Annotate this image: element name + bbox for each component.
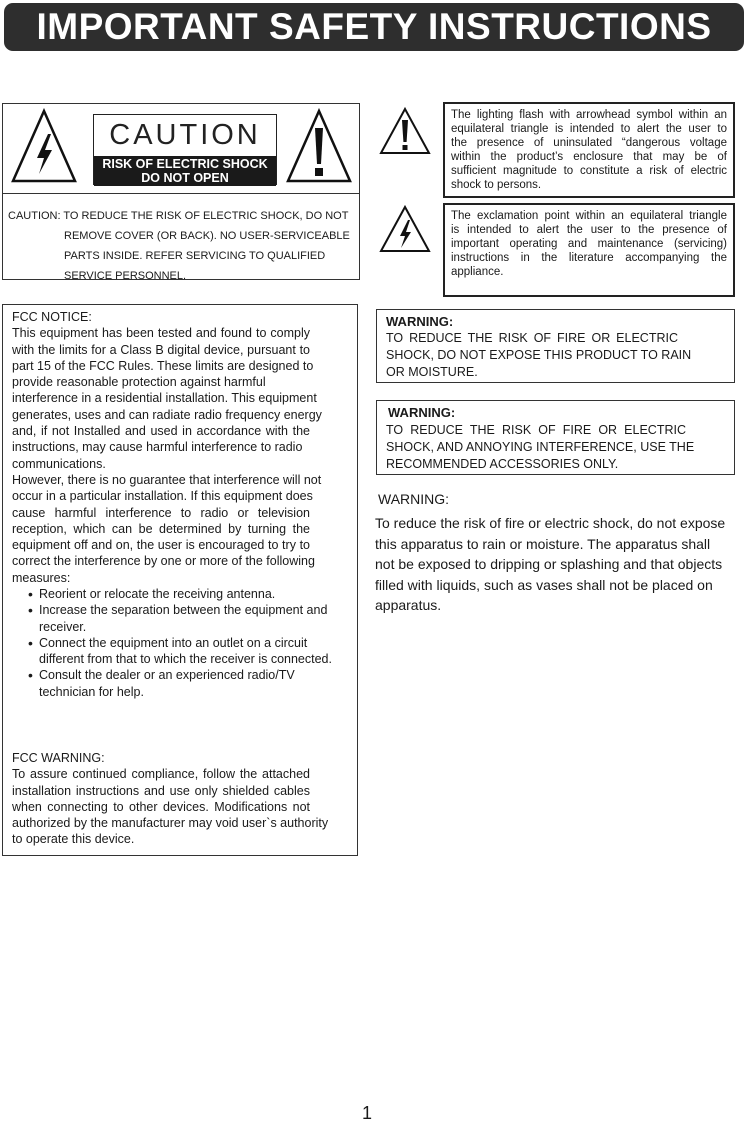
text-line: generates, uses and can radiate radio frequency energy — [12, 407, 322, 422]
list-item-continuation: different from that to which the receiver is connected. — [39, 652, 332, 667]
text-line: The exclamation point within an equilateral triangle — [451, 210, 727, 222]
text-line: authorized by the manufacturer may void user`s authority — [12, 816, 329, 831]
text-line: RECOMMENDED ACCESSORIES ONLY. — [386, 457, 619, 472]
text-line: This equipment has been tested and found to comply — [12, 326, 310, 341]
text-line: when connecting to other devices. Modifications not — [12, 799, 310, 814]
warning-heading: WARNING: — [388, 405, 456, 420]
text-line: correct the interference by one or more of the following — [12, 554, 315, 569]
text-line: equilateral triangle is intended to alert the user to — [451, 123, 727, 135]
lightning-triangle-icon — [378, 204, 432, 254]
text-line: apparatus. — [375, 597, 442, 614]
exclamation-triangle-icon — [285, 108, 353, 184]
list-item: • Reorient or relocate the receiving antenna. — [28, 586, 328, 602]
text-line: within the product’s enclosure that may be of — [451, 151, 727, 163]
text-line: provide reasonable protection against harmful — [12, 375, 266, 390]
caution-text — [8, 206, 350, 286]
text-line: is intended to alert the user to the presence of — [451, 224, 727, 236]
fcc-measures-list — [28, 586, 332, 700]
text-line: and, if not Installed and used in accordance with the — [12, 424, 310, 439]
text-line: occur in a particular installation. If this equipment does — [12, 489, 313, 504]
caution-band-line: RISK OF ELECTRIC SHOCK — [102, 157, 268, 171]
text-line: REMOVE COVER (OR BACK). NO USER-SERVICEABLE — [64, 230, 350, 242]
text-line: reception, which can be determined by turning the — [12, 521, 310, 536]
text-line: instructions, may cause harmful interference to radio — [12, 440, 303, 455]
caution-sign — [93, 114, 277, 185]
text-line: equipment off and on, the user is encouraged to try to — [12, 538, 310, 553]
text-line: To reduce the risk of fire or electric shock, do not expose — [375, 515, 726, 531]
text-line: SERVICE PERSONNEL. — [64, 270, 187, 282]
text-line: The lighting flash with arrowhead symbol within an — [451, 109, 727, 121]
symbol-explanation — [443, 102, 735, 198]
text-line: installation instructions and use only shielded cables — [12, 783, 310, 798]
text-line: SHOCK, AND ANNOYING INTERFERENCE, USE THE — [386, 440, 695, 455]
warning-text — [375, 513, 748, 616]
fcc-warning — [12, 750, 329, 848]
list-item-continuation: technician for help. — [39, 684, 144, 699]
caution-label: CAUTION — [109, 119, 261, 151]
warning-heading: WARNING: — [386, 314, 454, 329]
list-item: • Connect the equipment into an outlet on a circuit — [28, 635, 328, 651]
text-line: PARTS INSIDE. REFER SERVICING TO QUALIFIED — [64, 250, 326, 262]
text-line: the presence of uninsulated “dangerous voltage — [451, 137, 727, 149]
symbol-explanation — [443, 203, 735, 297]
fcc-warning-heading: FCC WARNING: — [12, 751, 105, 765]
text-line: SHOCK, DO NOT EXPOSE THIS PRODUCT TO RAIN — [386, 348, 692, 363]
text-line: OR MOISTURE. — [386, 365, 478, 380]
list-item-continuation: receiver. — [39, 619, 87, 634]
text-line: to operate this device. — [12, 832, 135, 847]
text-line: appliance. — [451, 266, 504, 278]
caution-divider — [2, 193, 360, 194]
warning-text — [386, 330, 692, 382]
text-line: this apparatus to rain or moisture. The apparatus shall — [375, 535, 711, 552]
page-number: 1 — [362, 1103, 373, 1123]
text-line: To assure continued compliance, follow the attached — [12, 767, 310, 782]
text-line: instructions in the literature accompanying the — [451, 252, 727, 264]
caution-band-line: DO NOT OPEN — [141, 171, 229, 185]
lightning-triangle-icon — [10, 108, 78, 184]
text-line: TO REDUCE THE RISK OF FIRE OR ELECTRIC — [386, 423, 686, 437]
text-line: sufficient magnitude to constitute a risk of electric — [451, 165, 727, 177]
text-line: part 15 of the FCC Rules. These limits are designed to — [12, 358, 314, 373]
warning-text — [386, 422, 695, 474]
text-line: filled with liquids, such as vases shall not be placed on — [375, 576, 713, 593]
text-line: TO REDUCE THE RISK OF FIRE OR ELECTRIC — [386, 331, 678, 345]
exclamation-triangle-icon — [378, 106, 432, 156]
text-line: measures: — [12, 570, 71, 585]
text-line: with the limits for a Class B digital device, pursuant to — [12, 342, 310, 357]
list-item: • Consult the dealer or an experienced radio/TV — [28, 667, 328, 683]
text-line: CAUTION: TO REDUCE THE RISK OF ELECTRIC SHOCK, DO NOT — [8, 210, 349, 222]
warning-heading: WARNING: — [378, 491, 450, 507]
text-line: shock to persons. — [451, 179, 542, 191]
text-line: interference in a residential installation. This equipment — [12, 391, 317, 406]
caution-band — [94, 156, 276, 186]
list-item: • Increase the separation between the equipment and — [28, 602, 328, 618]
text-line: important operating and maintenance (servicing) — [451, 238, 727, 250]
text-line: However, there is no guarantee that interference will not — [12, 472, 322, 487]
text-line: communications. — [12, 456, 106, 471]
fcc-notice-heading: FCC NOTICE: — [12, 310, 92, 324]
text-line: not be exposed to dripping or splashing and that objects — [375, 556, 723, 573]
page-title: IMPORTANT SAFETY INSTRUCTIONS — [4, 3, 744, 51]
text-line: cause harmful interference to radio or television — [12, 505, 310, 520]
fcc-notice — [12, 309, 322, 586]
